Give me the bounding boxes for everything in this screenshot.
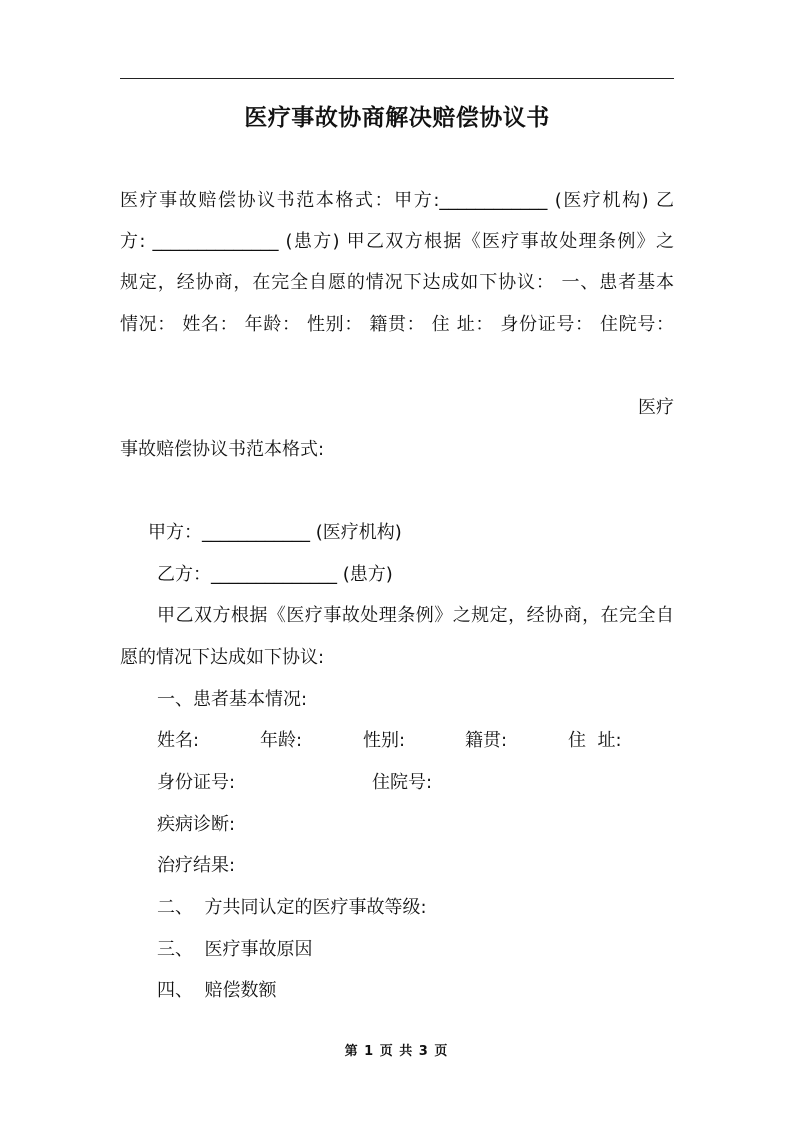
field-age-label: 年龄: <box>260 730 303 751</box>
intro-line-4: 情况： 姓名： 年龄： 性别： 籍贯： 住 址： 身份证号： 住院号： <box>120 314 674 335</box>
party-a-line: 甲方：____________ (医疗机构) <box>148 522 402 543</box>
agreement-line-1: 甲乙双方根据《医疗事故处理条例》之规定，经协商，在完全自 <box>157 605 674 626</box>
field-id-label: 身份证号: <box>157 772 236 793</box>
party-b-line: 乙方：______________ (患方) <box>157 564 393 585</box>
section-1-heading: 一、患者基本情况: <box>157 689 308 710</box>
top-rule <box>120 78 674 79</box>
heading-continued: 事故赔偿协议书范本格式: <box>120 439 325 460</box>
agreement-line-2: 愿的情况下达成如下协议: <box>120 647 325 668</box>
section-4-line: 四、 赔偿数额 <box>157 980 277 1001</box>
field-result-label: 治疗结果: <box>157 855 236 876</box>
document-title: 医疗事故协商解决赔偿协议书 <box>244 105 550 131</box>
intro-line-3: 规定，经协商，在完全自愿的情况下达成如下协议： 一、患者基本 <box>120 272 674 293</box>
field-name-label: 姓名: <box>157 730 200 751</box>
field-gender-label: 性别: <box>363 730 406 751</box>
field-origin-label: 籍贯: <box>465 730 508 751</box>
heading-right-fragment: 医疗 <box>638 397 674 418</box>
page-indicator: 第 1 页 共 3 页 <box>344 1044 449 1059</box>
section-2-line: 二、 方共同认定的医疗事故等级: <box>157 897 427 918</box>
field-inpatient-label: 住院号: <box>372 772 433 793</box>
field-address-label: 住 址: <box>568 730 622 751</box>
intro-line-1: 医疗事故赔偿协议书范本格式：甲方:____________ (医疗机构) 乙 <box>120 190 674 211</box>
intro-line-2: 方: ______________ (患方) 甲乙双方根据《医疗事故处理条例》之 <box>120 231 674 252</box>
section-3-line: 三、 医疗事故原因 <box>157 939 313 960</box>
field-diagnosis-label: 疾病诊断: <box>157 814 236 835</box>
